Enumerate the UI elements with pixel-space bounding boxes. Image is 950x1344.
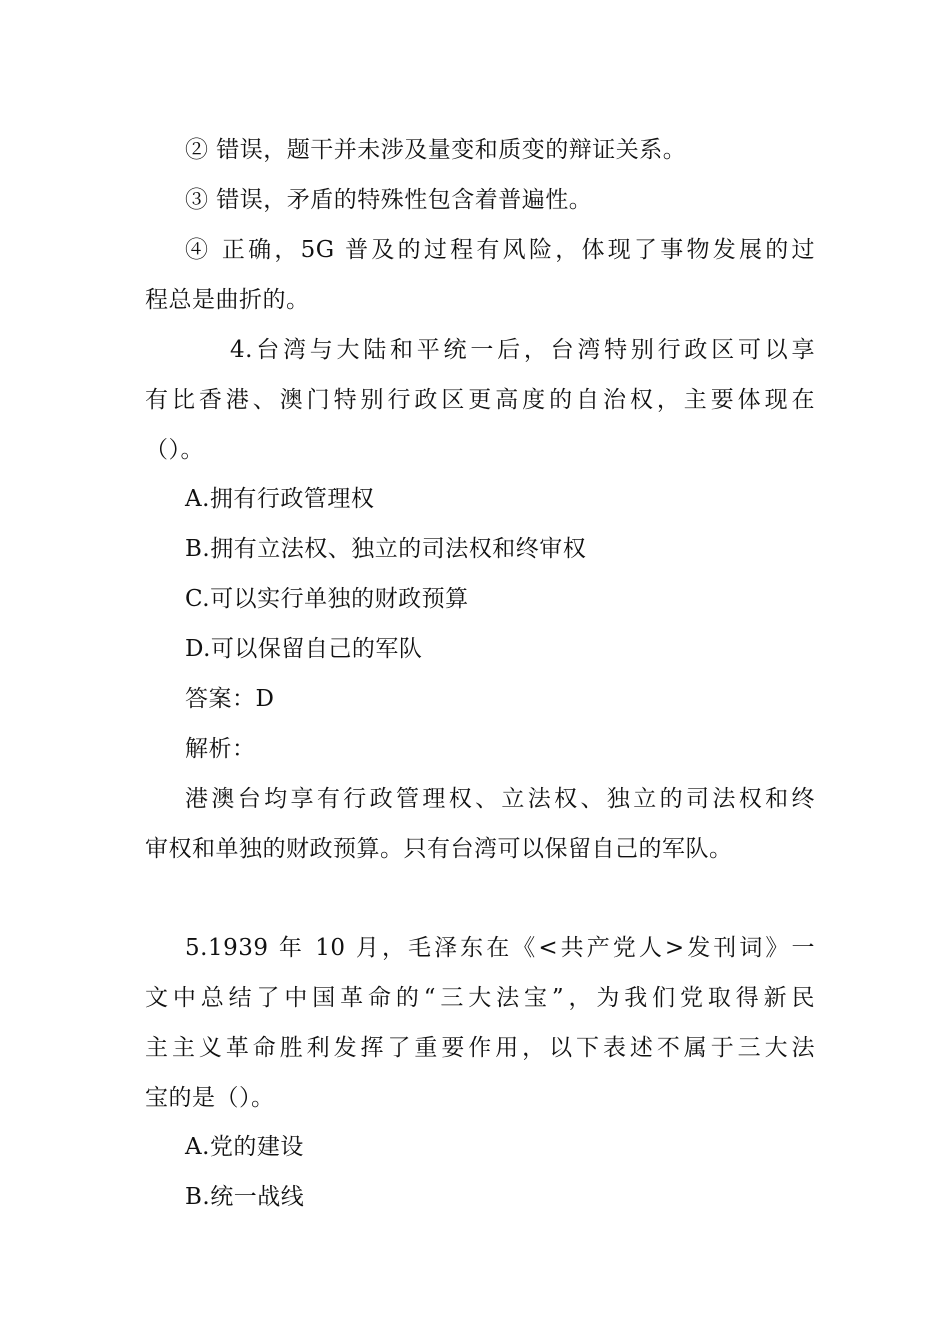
q5-option-a: A.党的建设 xyxy=(185,1134,304,1160)
q4-analysis-label: 解析： xyxy=(185,736,256,762)
q5-stem-line-1: 5.1939 年 10 月，毛泽东在《<共产党人>发刊词》一 xyxy=(185,935,815,961)
q4-option-d: D.可以保留自己的军队 xyxy=(185,636,423,662)
q4-analysis-line-1: 港澳台均享有行政管理权、立法权、独立的司法权和终 xyxy=(185,786,815,812)
q4-stem-line-1: 4.台湾与大陆和平统一后，台湾特别行政区可以享 xyxy=(230,337,815,363)
q4-stem-line-3: （）。 xyxy=(145,437,204,463)
analysis-item-3: ③ 错误，矛盾的特殊性包含着普遍性。 xyxy=(185,187,593,213)
q4-stem-line-2: 有比香港、澳门特别行政区更高度的自治权，主要体现在 xyxy=(145,387,815,413)
analysis-item-4-line-2: 程总是曲折的。 xyxy=(145,287,310,313)
q4-option-b: B.拥有立法权、独立的司法权和终审权 xyxy=(185,536,587,562)
q5-option-b: B.统一战线 xyxy=(185,1184,305,1210)
q4-option-c: C.可以实行单独的财政预算 xyxy=(185,586,469,612)
q4-analysis-line-2: 审权和单独的财政预算。只有台湾可以保留自己的军队。 xyxy=(145,836,733,862)
q5-stem-line-2: 文中总结了中国革命的“三大法宝”，为我们党取得新民 xyxy=(145,985,815,1011)
q4-answer: 答案：D xyxy=(185,686,275,712)
q5-stem-line-4: 宝的是（）。 xyxy=(145,1085,275,1111)
analysis-item-4-line-1: ④ 正确，5G 普及的过程有风险，体现了事物发展的过 xyxy=(185,237,815,263)
q4-option-a: A.拥有行政管理权 xyxy=(185,486,375,512)
analysis-item-2: ② 错误，题干并未涉及量变和质变的辩证关系。 xyxy=(185,137,687,163)
q5-stem-line-3: 主主义革命胜利发挥了重要作用，以下表述不属于三大法 xyxy=(145,1035,815,1061)
